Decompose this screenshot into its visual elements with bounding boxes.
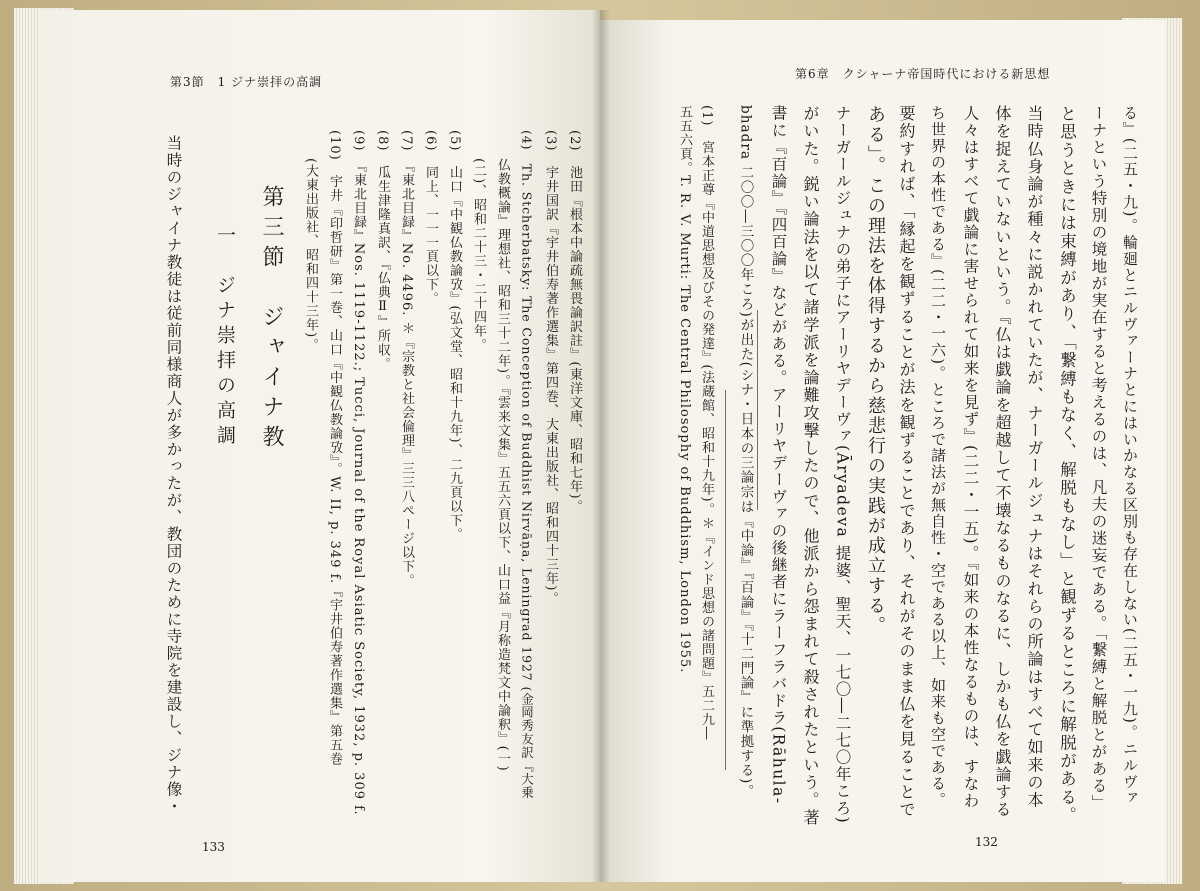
note-line: (9) 『東北目録』Nos. 1119-1122.; Tucci, Journal of the Royal Asiatic Society, 1932, p. 309 f. [351,130,366,816]
note-line: (二)、昭和二十三・二十四年。 [471,130,486,353]
body-line: 人々はすべて戯論に害せられて如来を見ず』(二二・一五)。『如来の本性なるものは、すなわ [961,105,980,810]
body-line: ーナという特別の境地が実在すると考えるのは、凡夫の迷妄である。「繋縛と解脱とがある」 [1089,105,1108,812]
book-gutter [592,10,610,882]
red-underline-annotation [757,310,758,510]
body-line: 当時のジャイナ教徒は従前同様商人が多かったが、教団のために寺院を建設し、ジナ像・ [164,135,183,815]
section-heading: 第三節 ジャイナ教 [259,185,284,455]
note-line: (3) 宇井国訳『宇井伯寿著作選集』第四巻、大東出版社、昭和四十三年)。 [543,130,558,606]
right-page-number: 132 [975,835,998,849]
left-page [40,10,600,882]
red-underline-annotation [725,390,726,770]
body-line: bhadra 二〇〇―三〇〇年ころ)が出た(シナ・日本の三論宗は『中論』『百論』『十二門論』に準拠する)。 [737,105,754,799]
right-page [600,20,1165,882]
body-line: 当時仏身論が種々に説かれていたが、ナーガールジュナはそれらの所論はすべて如来の本 [1025,105,1044,809]
note-line: (10) 宇井『印哲研』第一巻、山口『中観仏教論攷』。W. II, p. 349 f.『宇井伯寿著作選集』第五巻 [327,130,342,767]
body-line: ナーガールジュナの弟子にアーリヤデーヴァ(Āryadeva 提婆、聖天、一七〇―二七〇年ころ) [833,105,852,825]
body-line: 体を捉えていないという。『仏は戯論を超越して不壊なるものなるに、しかも仏を戯論する [993,105,1012,819]
body-line: 要約すれば、「縁起を観ずることが法を観ずることであり、それがそのまま仏を見ることで [897,105,916,819]
subheading: 一 ジナ崇拝の高調 [214,225,236,450]
note-line: (4) Th. Stcherbatsky: The Conception of Buddhist Nirvāṇa, Leningrad 1927 (金岡秀友訳『大乗 [519,130,535,800]
note-line: 仏教概論』理想社、昭和三十二年)。『雲来文集』五五六頁以下、山口益『月称造梵文中論釈』(一) [495,130,510,772]
note-line: (5) 山口『中観仏教論攷』(弘文堂、昭和十九年)、二九頁以下。 [447,130,462,542]
note-line: (2) 池田『根本中論疏無畏論訳註』(東洋文庫、昭和七年)。 [567,130,582,514]
note-line: (8) 瓜生津隆真訳、『仏典Ⅱ』所収。 [375,130,390,371]
body-line: と思うときには束縛があり、「繋縛もなく、解脱もなし」と観ずるところに解脱がある。 [1057,105,1077,825]
left-running-header: 第3節 1 ジナ崇拝の高調 [170,75,323,89]
body-line: 書に『百論』『四百論』などがある。アーリヤデーヴァの後継者にラーフラバドラ(Rāhula- [769,105,788,805]
body-line: がいた。鋭い論法を以て諸学派を論難攻撃したので、他派から怨まれて殺されたという。著 [801,105,820,827]
body-line: る』(二五・九)。輪廻とニルヴァーナとにはいかなる区別も存在しない(二五・一九)。ニルヴァ [1121,105,1139,807]
body-line: ち世界の本性である』(二二・一六)。ところで諸法が無自性・空である以上、如来も空である。 [929,105,947,809]
note-line: (大東出版社、昭和四十三年)。 [303,130,318,353]
right-running-header: 第6章 クシャーナ帝国時代における新思想 [795,67,1051,81]
note-line: (7) 『東北目録』No. 4496. ＊『宗教と社会倫理』三三八ページ以下。 [399,130,414,588]
body-line: ある」。この理法を体得するから慈悲行の実践が成立する。 [865,105,886,636]
footnote-line: 五五六頁。T. R. V. Murti: The Central Philosophy of Buddhism, London 1955. [677,105,692,674]
left-page-number: 133 [202,840,225,854]
footnote-line: (1) 宮本正尊『中道思想及びその発達』(法蔵館、昭和十九年)。＊『インド思想の諸問題』五二九― [699,105,714,741]
note-line: (6) 同上、一一一頁以下。 [423,130,438,306]
